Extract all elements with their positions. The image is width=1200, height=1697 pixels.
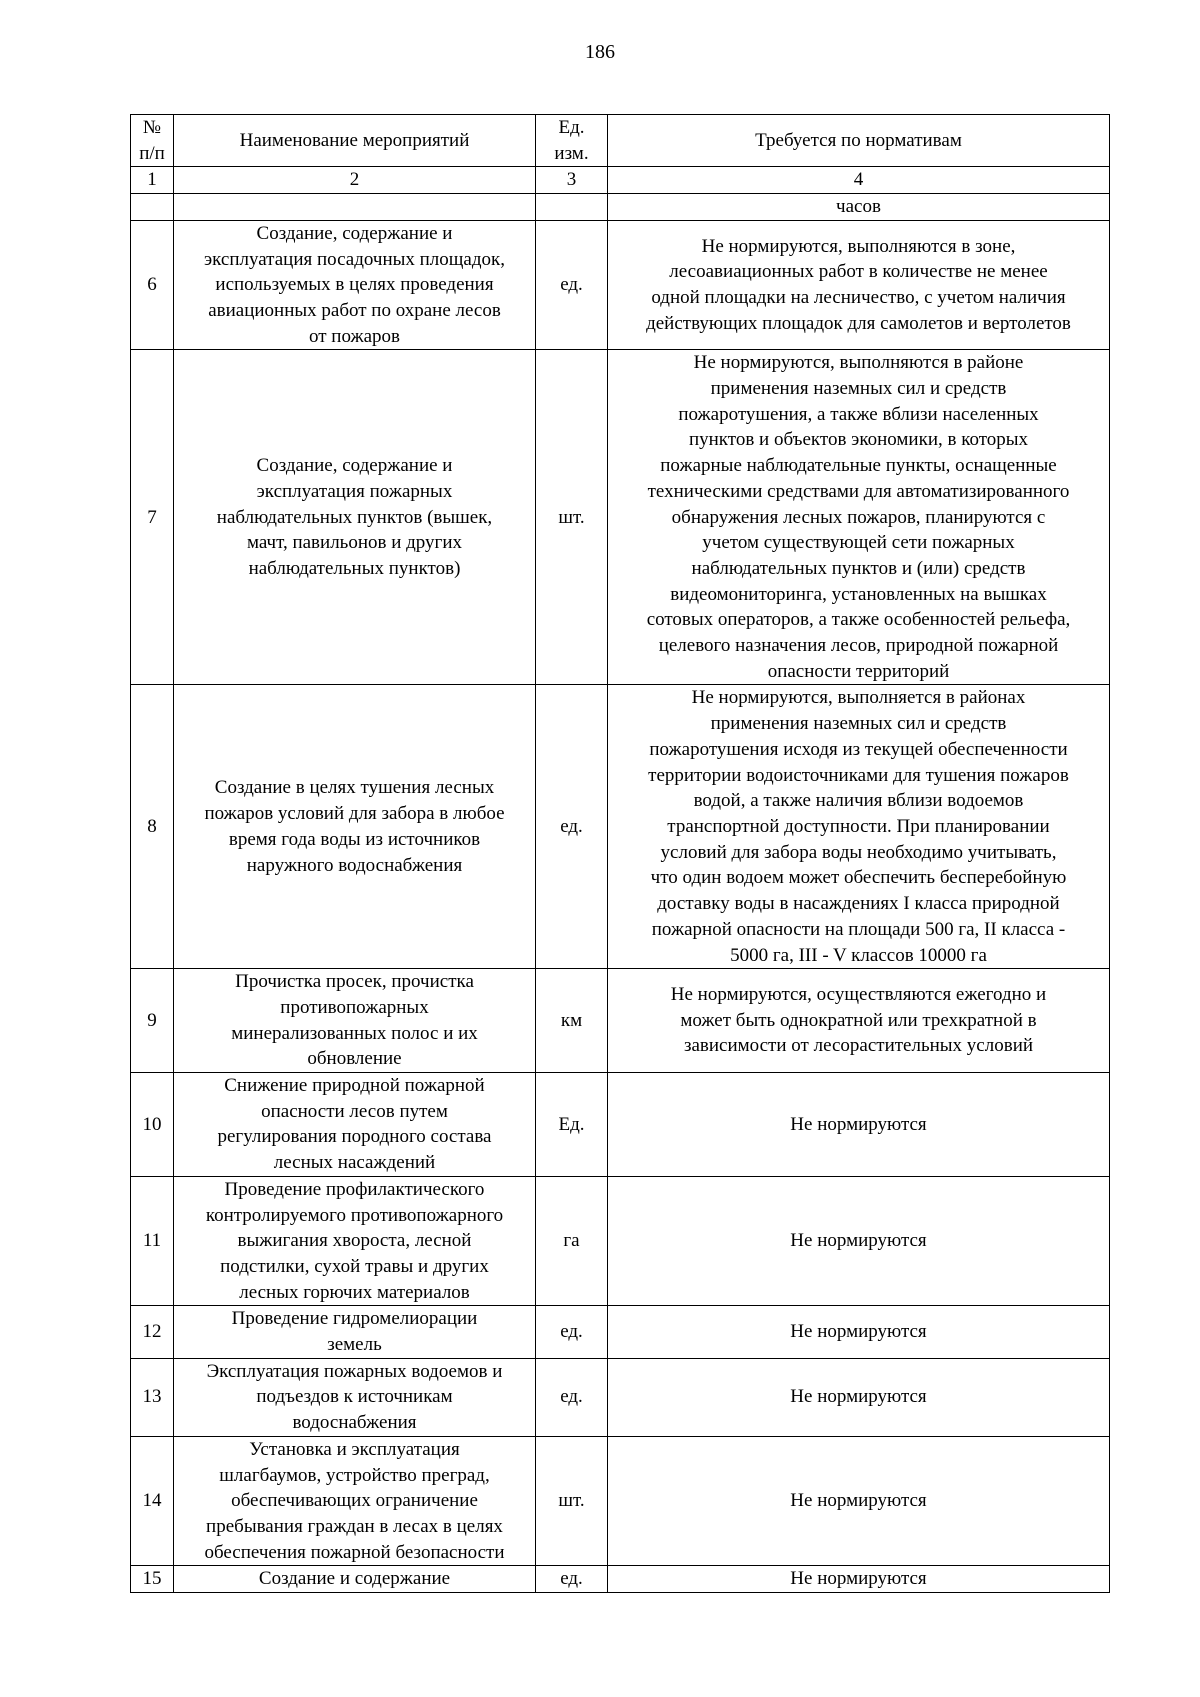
- norms-table-body: [131, 115, 1110, 1593]
- normative-requirement-line: 5000 га, III - V классов 10000 га: [730, 944, 987, 966]
- unit-of-measure: [536, 685, 608, 969]
- row-number: [131, 969, 174, 1073]
- normative-requirement-line: целевого назначения лесов, природной пожарной: [658, 635, 1059, 657]
- unit-of-measure: [536, 1073, 608, 1177]
- activity-name-line: Проведение профилактического: [224, 1178, 485, 1200]
- table-row: [131, 1073, 1110, 1177]
- normative-requirement-line: действующих площадок для самолетов и вертолетов: [646, 312, 1071, 334]
- normative-requirement-line: часов: [836, 196, 881, 218]
- activity-name-line: Создание и содержание: [258, 1568, 451, 1590]
- activity-name-line: земель: [327, 1334, 382, 1356]
- activity-name-line: используемых в целях проведения: [215, 274, 494, 296]
- activity-name-line: контролируемого противопожарного: [205, 1204, 504, 1226]
- normative-requirement-line: техническими средствами для автоматизированного: [647, 480, 1070, 502]
- column-number-4: [608, 167, 1110, 194]
- activity-name-line: наблюдательных пунктов (вышек,: [216, 506, 493, 528]
- activity-name-line: Проведение гидромелиорации: [231, 1308, 478, 1330]
- normative-requirement-line: пожаротушения, а также вблизи населенных: [678, 403, 1039, 425]
- table-row: [131, 1306, 1110, 1358]
- header-requirement: [608, 115, 1110, 167]
- normative-requirement: [608, 350, 1110, 685]
- activity-name-line: время года воды из источников: [228, 828, 481, 850]
- normative-requirement: [608, 1306, 1110, 1358]
- normative-requirement-line: Не нормируются: [790, 1321, 927, 1343]
- header-unit: [536, 115, 608, 167]
- row-number: [131, 1436, 174, 1566]
- activity-name-line: мачт, павильонов и других: [246, 532, 463, 554]
- normative-requirement-line: водой, а также наличия вблизи водоемов: [693, 790, 1024, 812]
- unit-of-measure: [536, 969, 608, 1073]
- unit-of-measure-line: ед.: [560, 1386, 583, 1408]
- activity-name-line: эксплуатация посадочных площадок,: [204, 248, 505, 270]
- activity-name-line: Прочистка просек, прочистка: [235, 971, 474, 993]
- row-number-line: 13: [142, 1386, 162, 1408]
- header-unit-line: изм.: [554, 142, 589, 164]
- table-row: [131, 685, 1110, 969]
- unit-of-measure: [536, 220, 608, 350]
- normative-requirement-line: Не нормируются, выполняются в зоне,: [701, 235, 1016, 257]
- normative-requirement-line: Не нормируются, выполняются в районе: [693, 352, 1024, 374]
- normative-requirement-line: пожаротушения исходя из текущей обеспеченности: [649, 738, 1068, 760]
- activity-name-line: лесных насаждений: [273, 1152, 436, 1174]
- normative-requirement-line: транспортной доступности. При планировании: [667, 815, 1050, 837]
- activity-name-line: минерализованных полос и их: [231, 1022, 478, 1044]
- table-row: [131, 194, 1110, 221]
- activity-name: [174, 1566, 536, 1593]
- row-number-line: 7: [147, 506, 157, 528]
- activity-name: [174, 350, 536, 685]
- normative-requirement-line: применения наземных сил и средств: [710, 713, 1007, 735]
- normative-requirement-line: пожарной опасности на площади 500 га, II класса -: [651, 918, 1066, 940]
- normative-requirement: [608, 1566, 1110, 1593]
- unit-of-measure: [536, 1436, 608, 1566]
- table-row: [131, 1176, 1110, 1306]
- activity-name: [174, 1176, 536, 1306]
- normative-requirement-line: Не нормируются, осуществляются ежегодно и: [670, 984, 1047, 1006]
- row-number-line: 10: [142, 1113, 162, 1135]
- normative-requirement: [608, 220, 1110, 350]
- normative-requirement: [608, 969, 1110, 1073]
- normative-requirement: [608, 685, 1110, 969]
- table-row: [131, 350, 1110, 685]
- normative-requirement-line: территории водоисточниками для тушения пожаров: [648, 764, 1069, 786]
- normative-requirement-line: видеомониторинга, установленных на вышках: [670, 583, 1047, 605]
- unit-of-measure-line: га: [563, 1230, 580, 1252]
- header-requirement-line: Требуется по нормативам: [755, 129, 962, 151]
- activity-name: [174, 685, 536, 969]
- unit-of-measure-line: шт.: [558, 506, 585, 528]
- normative-requirement-line: условий для забора воды необходимо учитывать,: [660, 841, 1057, 863]
- activity-name-line: подъездов к источникам: [256, 1386, 453, 1408]
- header-num: [131, 115, 174, 167]
- normative-requirement-line: Не нормируются: [790, 1230, 927, 1252]
- activity-name: [174, 220, 536, 350]
- column-numbers-row: [131, 167, 1110, 194]
- activity-name-line: наблюдательных пунктов): [248, 557, 461, 579]
- activity-name-line: Установка и эксплуатация: [249, 1438, 460, 1460]
- unit-of-measure: [536, 1358, 608, 1436]
- activity-name-line: пребывания граждан в лесах в целях: [206, 1515, 503, 1537]
- unit-of-measure-line: Ед.: [558, 1113, 585, 1135]
- normative-requirement-line: одной площадки на лесничество, с учетом наличия: [651, 287, 1066, 309]
- normative-requirement-line: может быть однократной или трехкратной в: [680, 1009, 1037, 1031]
- activity-name-line: лесных горючих материалов: [239, 1281, 470, 1303]
- column-number-2-line: 2: [349, 169, 360, 191]
- header-name-line: Наименование мероприятий: [239, 129, 470, 151]
- activity-name: [174, 1436, 536, 1566]
- normative-requirement-line: обнаружения лесных пожаров, планируются с: [671, 506, 1046, 528]
- row-number-line: 6: [147, 274, 157, 296]
- normative-requirement-line: Не нормируются: [790, 1568, 927, 1590]
- unit-of-measure: [536, 1176, 608, 1306]
- activity-name: [174, 1306, 536, 1358]
- normative-requirement-line: что один водоем может обеспечить бесперебойную: [650, 867, 1067, 889]
- table-row: [131, 1566, 1110, 1593]
- activity-name-line: наружного водоснабжения: [246, 854, 463, 876]
- row-number-line: 14: [142, 1490, 162, 1512]
- row-number-line: 12: [142, 1321, 162, 1343]
- header-row: [131, 115, 1110, 167]
- row-number: [131, 220, 174, 350]
- normative-requirement-line: Не нормируются: [790, 1490, 927, 1512]
- table-row: [131, 1358, 1110, 1436]
- unit-of-measure-line: км: [560, 1009, 583, 1031]
- unit-of-measure: [536, 1306, 608, 1358]
- activity-name-line: Создание, содержание и: [256, 455, 453, 477]
- normative-requirement-line: учетом существующей сети пожарных: [702, 532, 1015, 554]
- activity-name-line: эксплуатация пожарных: [256, 480, 453, 502]
- row-number: [131, 1176, 174, 1306]
- table-row: [131, 220, 1110, 350]
- table-row: [131, 969, 1110, 1073]
- normative-requirement-line: зависимости от лесорастительных условий: [683, 1035, 1034, 1057]
- activity-name-line: шлагбаумов, устройство преград,: [219, 1464, 490, 1486]
- unit-of-measure-line: шт.: [558, 1490, 585, 1512]
- header-unit-line: Ед.: [558, 117, 585, 138]
- row-number: [131, 1358, 174, 1436]
- unit-of-measure-line: ед.: [560, 1568, 583, 1590]
- unit-of-measure: [536, 194, 608, 221]
- column-number-2: [174, 167, 536, 194]
- activity-name-line: опасности лесов путем: [261, 1100, 448, 1122]
- normative-requirement: [608, 194, 1110, 221]
- row-number-line: 11: [142, 1230, 162, 1252]
- normative-requirement-line: наблюдательных пунктов и (или) средств: [691, 557, 1026, 579]
- header-num-line: п/п: [139, 142, 165, 164]
- activity-name-line: обновление: [307, 1048, 402, 1070]
- activity-name-line: обеспечения пожарной безопасности: [204, 1541, 505, 1563]
- normative-requirement-line: применения наземных сил и средств: [710, 378, 1007, 400]
- activity-name: [174, 969, 536, 1073]
- page-number: 186: [585, 41, 615, 63]
- activity-name-line: Создание, содержание и: [256, 222, 453, 244]
- normative-requirement-line: опасности территорий: [767, 660, 950, 682]
- normative-requirement-line: Не нормируются: [790, 1113, 927, 1135]
- row-number: [131, 194, 174, 221]
- normative-requirement-line: Не нормируются: [790, 1386, 927, 1408]
- activity-name-line: Создание в целях тушения лесных: [214, 777, 495, 799]
- activity-name-line: водоснабжения: [292, 1412, 417, 1434]
- activity-name-line: обеспечивающих ограничение: [231, 1490, 478, 1512]
- activity-name-line: выжигания хвороста, лесной: [237, 1230, 472, 1252]
- norms-table: [130, 114, 1110, 1593]
- unit-of-measure-line: ед.: [560, 1321, 583, 1343]
- row-number: [131, 350, 174, 685]
- row-number: [131, 685, 174, 969]
- column-number-1: [131, 167, 174, 194]
- normative-requirement: [608, 1358, 1110, 1436]
- activity-name-line: авиационных работ по охране лесов: [208, 299, 501, 321]
- activity-name-line: пожаров условий для забора в любое: [204, 803, 505, 825]
- activity-name: [174, 1073, 536, 1177]
- row-number: [131, 1566, 174, 1593]
- activity-name-line: Снижение природной пожарной: [224, 1075, 485, 1097]
- unit-of-measure: [536, 350, 608, 685]
- row-number-line: 9: [147, 1009, 157, 1031]
- table-row: [131, 1436, 1110, 1566]
- unit-of-measure-line: ед.: [560, 274, 583, 296]
- activity-name-line: противопожарных: [280, 996, 429, 1018]
- activity-name-line: Эксплуатация пожарных водоемов и: [206, 1360, 503, 1382]
- activity-name-line: от пожаров: [308, 325, 401, 347]
- column-number-4-line: 4: [853, 169, 864, 191]
- header-name: [174, 115, 536, 167]
- normative-requirement-line: пунктов и объектов экономики, в которых: [688, 429, 1029, 451]
- normative-requirement-line: лесоавиационных работ в количестве не менее: [669, 261, 1048, 283]
- normative-requirement-line: пожарные наблюдательные пункты, оснащенные: [660, 455, 1057, 477]
- unit-of-measure-line: ед.: [560, 815, 583, 837]
- normative-requirement: [608, 1176, 1110, 1306]
- row-number-line: 15: [142, 1568, 162, 1590]
- normative-requirement-line: доставку воды в насаждениях I класса природной: [657, 893, 1060, 915]
- column-number-3-line: 3: [566, 169, 577, 191]
- activity-name-line: подстилки, сухой травы и других: [220, 1255, 489, 1277]
- unit-of-measure: [536, 1566, 608, 1593]
- row-number-line: 8: [147, 815, 157, 837]
- header-num-line: №: [142, 117, 162, 138]
- activity-name: [174, 1358, 536, 1436]
- column-number-3: [536, 167, 608, 194]
- normative-requirement: [608, 1073, 1110, 1177]
- normative-requirement-line: Не нормируются, выполняется в районах: [691, 687, 1026, 709]
- activity-name-line: регулирования породного состава: [217, 1126, 492, 1148]
- normative-requirement: [608, 1436, 1110, 1566]
- row-number: [131, 1306, 174, 1358]
- row-number: [131, 1073, 174, 1177]
- activity-name: [174, 194, 536, 221]
- normative-requirement-line: сотовых операторов, а также особенностей рельефа,: [646, 609, 1071, 631]
- column-number-1-line: 1: [147, 169, 157, 191]
